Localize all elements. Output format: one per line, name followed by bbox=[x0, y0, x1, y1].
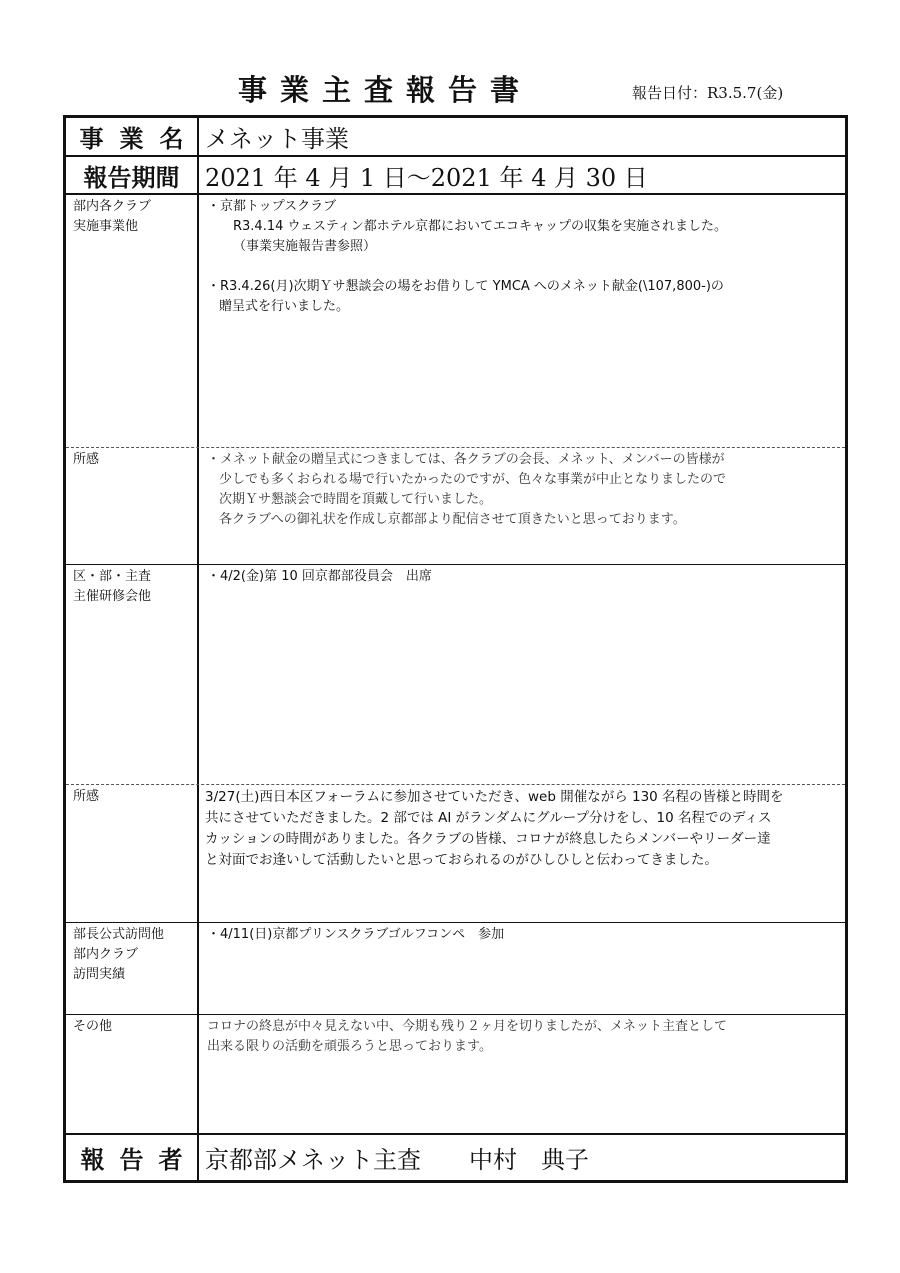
text-line: ・4/2(金)第 10 回京都部役員会 出席 bbox=[207, 569, 432, 584]
visits-label bbox=[66, 923, 199, 1014]
project-label: 事業名 bbox=[66, 118, 199, 155]
text-line: ・メネット献金の贈呈式につきましては、各クラブの会長、メネット、メンバーの皆様が bbox=[207, 452, 725, 467]
training-label-line: 区・部・主査 bbox=[73, 569, 152, 584]
text-line: 出来る限りの活動を頑張ろうと思っております。 bbox=[207, 1039, 492, 1054]
club-activities-label-line: 部内各クラブ bbox=[73, 199, 152, 214]
club-activities-label-line: 実施事業他 bbox=[73, 219, 139, 234]
reporter-value: 京都部メネット主査 中村 典子 bbox=[205, 1146, 589, 1174]
period-row bbox=[66, 157, 845, 195]
impressions-2-text bbox=[199, 785, 845, 922]
club-activities-row bbox=[66, 195, 845, 448]
document-title: 事業主査報告書 bbox=[238, 73, 533, 107]
visits-text bbox=[199, 923, 845, 1014]
text-line: ・京都トップスクラブ bbox=[207, 199, 337, 214]
other-text bbox=[199, 1015, 845, 1133]
text-line: ・R3.4.26(月)次期Ｙサ懇談会の場をお借りして YMCA へのメネット献金(\107,800-)の bbox=[207, 279, 724, 294]
report-form bbox=[63, 115, 848, 1183]
reporter-label: 報告者 bbox=[66, 1135, 199, 1180]
project-value: メネット事業 bbox=[205, 125, 349, 153]
text-line: 3/27(土)西日本区フォーラムに参加させていただき、web 開催ながら 130 名程の皆様と時間を bbox=[205, 789, 784, 805]
period-value: 2021 年 4 月 1 日～2021 年 4 月 30 日 bbox=[205, 163, 648, 192]
club-activities-text bbox=[199, 195, 845, 447]
impressions-1-row bbox=[66, 448, 845, 565]
club-activities-label bbox=[66, 195, 199, 447]
impressions-2-label: 所感 bbox=[66, 785, 199, 922]
text-line: R3.4.14 ウェスティン都ホテル京都においてエコキャップの収集を実施されました。 bbox=[233, 219, 728, 234]
report-date-value: R3.5.7(金) bbox=[707, 84, 784, 102]
training-label-line: 主催研修会他 bbox=[73, 589, 152, 604]
project-row bbox=[66, 118, 845, 157]
text-line: 各クラブへの御礼状を作成し京都部より配信させて頂きたいと思っております。 bbox=[219, 512, 686, 527]
text-line: と対面でお逢いして活動したいと思っておられるのがひしひしと伝わってきました。 bbox=[205, 852, 718, 868]
training-text bbox=[199, 565, 845, 784]
blank-line bbox=[207, 257, 837, 277]
visits-label-line: 部長公式訪問他 bbox=[73, 927, 165, 942]
text-line: 次期Ｙサ懇談会で時間を頂戴して行いました。 bbox=[219, 492, 493, 507]
report-date bbox=[632, 82, 783, 103]
impressions-1-text bbox=[199, 448, 845, 564]
visits-row bbox=[66, 923, 845, 1015]
other-row bbox=[66, 1015, 845, 1135]
period-label: 報告期間 bbox=[66, 157, 199, 193]
text-line: コロナの終息が中々見えない中、今期も残り２ヶ月を切りましたが、メネット主査として bbox=[207, 1019, 728, 1034]
reporter-row bbox=[66, 1135, 845, 1180]
report-date-label: 報告日付： bbox=[632, 84, 708, 102]
text-line: ・4/11(日)京都プリンスクラブゴルフコンペ 参加 bbox=[207, 927, 505, 942]
visits-label-line: 訪問実績 bbox=[73, 967, 126, 982]
text-line: 共にさせていただきました。2 部では AI がランダムにグループ分けをし、10 名程でのディス bbox=[205, 810, 772, 826]
text-line: 少しでも多くおられる場で行いたかったのですが、色々な事業が中止となりましたので bbox=[219, 472, 727, 487]
impressions-2-row bbox=[66, 785, 845, 923]
impressions-1-label: 所感 bbox=[66, 448, 199, 564]
text-line: 贈呈式を行いました。 bbox=[219, 299, 350, 314]
text-line: カッションの時間がありました。各クラブの皆様、コロナが終息したらメンバーやリーダー達 bbox=[205, 831, 771, 847]
other-label: その他 bbox=[66, 1015, 199, 1133]
visits-label-line: 部内クラブ bbox=[73, 947, 139, 962]
training-row bbox=[66, 565, 845, 785]
training-label bbox=[66, 565, 199, 784]
text-line: （事業実施報告書参照） bbox=[233, 239, 377, 254]
